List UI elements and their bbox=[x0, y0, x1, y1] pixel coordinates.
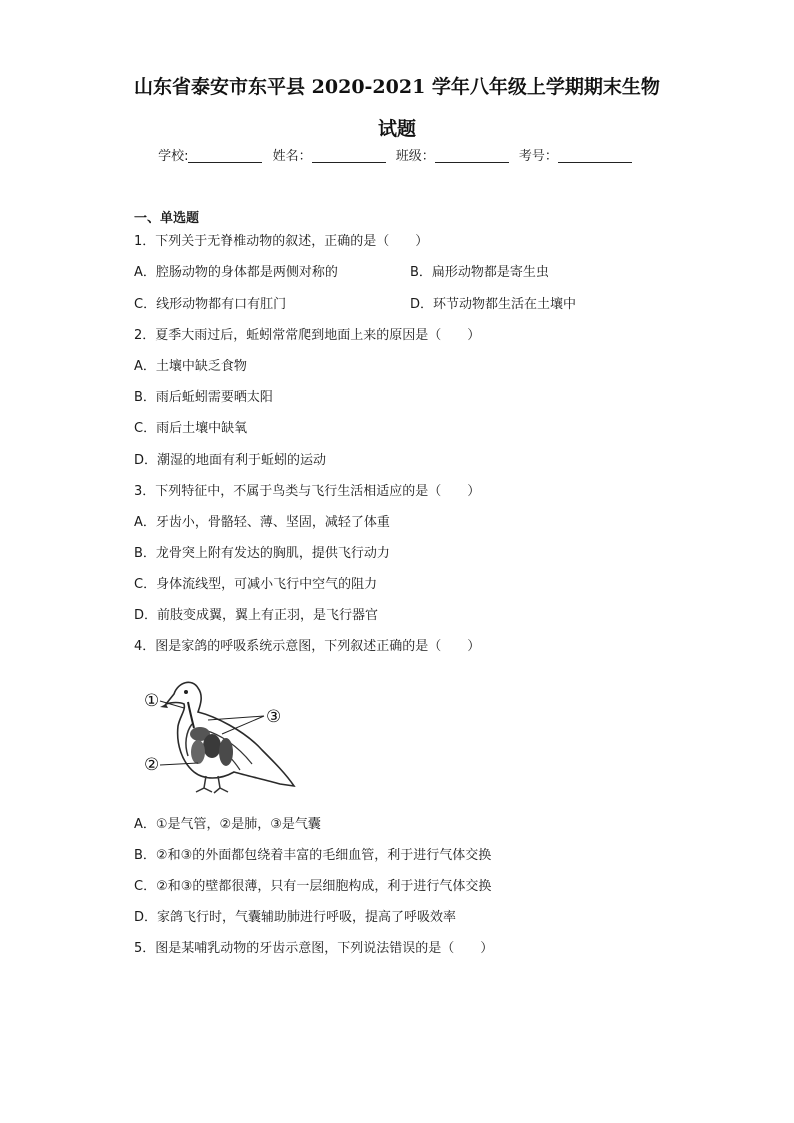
class-field bbox=[396, 145, 513, 164]
air-sac-shape bbox=[191, 740, 205, 764]
question-4-option-d: D．家鸽飞行时，气囊辅助肺进行呼吸，提高了呼吸效率 bbox=[134, 910, 457, 925]
figure-label-1: ① bbox=[144, 691, 160, 711]
pigeon-respiratory-diagram bbox=[134, 672, 299, 800]
question-1-option-b: B．扁形动物都是寄生虫 bbox=[410, 265, 549, 280]
question-1-option-a: A．腔肠动物的身体都是两侧对称的 bbox=[134, 265, 338, 280]
question-2-option-b: B．雨后蚯蚓需要晒太阳 bbox=[134, 390, 273, 405]
question-1-stem: 1．下列关于无脊椎动物的叙述，正确的是（ ） bbox=[134, 234, 429, 249]
school-label: 学校: bbox=[158, 149, 189, 164]
question-4-option-b: B．②和③的外面都包绕着丰富的毛细血管，利于进行气体交换 bbox=[134, 848, 492, 863]
section-heading: 一、单选题 bbox=[134, 211, 200, 226]
exam-number-label: 考号： bbox=[518, 149, 558, 164]
pigeon-outline bbox=[166, 682, 294, 786]
exam-number-blank bbox=[558, 148, 632, 163]
page-title: 山东省泰安市东平县 2020-2021 学年八年级上学期期末生物 bbox=[134, 76, 660, 98]
question-2-option-a: A．土壤中缺乏食物 bbox=[134, 359, 247, 374]
question-2-stem: 2．夏季大雨过后，蚯蚓常常爬到地面上来的原因是（ ） bbox=[134, 328, 481, 343]
air-sac-shape bbox=[219, 738, 233, 766]
question-2-option-d: D．潮湿的地面有利于蚯蚓的运动 bbox=[134, 453, 327, 468]
figure-label-3: ③ bbox=[266, 707, 282, 727]
question-1-option-c: C．线形动物都有口有肛门 bbox=[134, 297, 287, 312]
question-3-stem: 3．下列特征中，不属于鸟类与飞行生活相适应的是（ ） bbox=[134, 484, 481, 499]
pigeon-eye bbox=[184, 690, 188, 694]
question-4-option-a: A．①是气管，②是肺，③是气囊 bbox=[134, 817, 321, 832]
exam-number-field bbox=[519, 145, 636, 164]
question-1-option-d: D．环节动物都生活在土壤中 bbox=[410, 297, 577, 312]
question-3-option-c: C．身体流线型，可减小飞行中空气的阻力 bbox=[134, 577, 378, 592]
name-blank bbox=[312, 148, 386, 163]
question-2-option-c: C．雨后土壤中缺氧 bbox=[134, 421, 248, 436]
page-title-continued: 试题 bbox=[377, 118, 416, 140]
school-field bbox=[158, 145, 266, 164]
name-label: 姓名： bbox=[272, 149, 312, 164]
question-3-option-a: A．牙齿小，骨骼轻、薄、坚固，减轻了体重 bbox=[134, 515, 390, 530]
class-blank bbox=[435, 148, 509, 163]
air-sac-shape bbox=[203, 734, 221, 758]
label-2-leader bbox=[160, 763, 198, 765]
figure-label-2: ② bbox=[144, 755, 160, 775]
question-3-option-d: D．前肢变成翼，翼上有正羽，是飞行器官 bbox=[134, 608, 379, 623]
school-blank bbox=[188, 148, 262, 163]
student-info-row bbox=[0, 145, 794, 164]
name-field bbox=[273, 145, 390, 164]
question-5-stem: 5．图是某哺乳动物的牙齿示意图，下列说法错误的是（ ） bbox=[134, 941, 494, 956]
pigeon-drawing bbox=[134, 672, 299, 800]
question-3-option-b: B．龙骨突上附有发达的胸肌，提供飞行动力 bbox=[134, 546, 390, 561]
question-4-option-c: C．②和③的壁都很薄，只有一层细胞构成，利于进行气体交换 bbox=[134, 879, 492, 894]
question-4-stem: 4．图是家鸽的呼吸系统示意图，下列叙述正确的是（ ） bbox=[134, 639, 481, 654]
class-label: 班级： bbox=[395, 149, 435, 164]
beak-shape bbox=[160, 704, 168, 708]
